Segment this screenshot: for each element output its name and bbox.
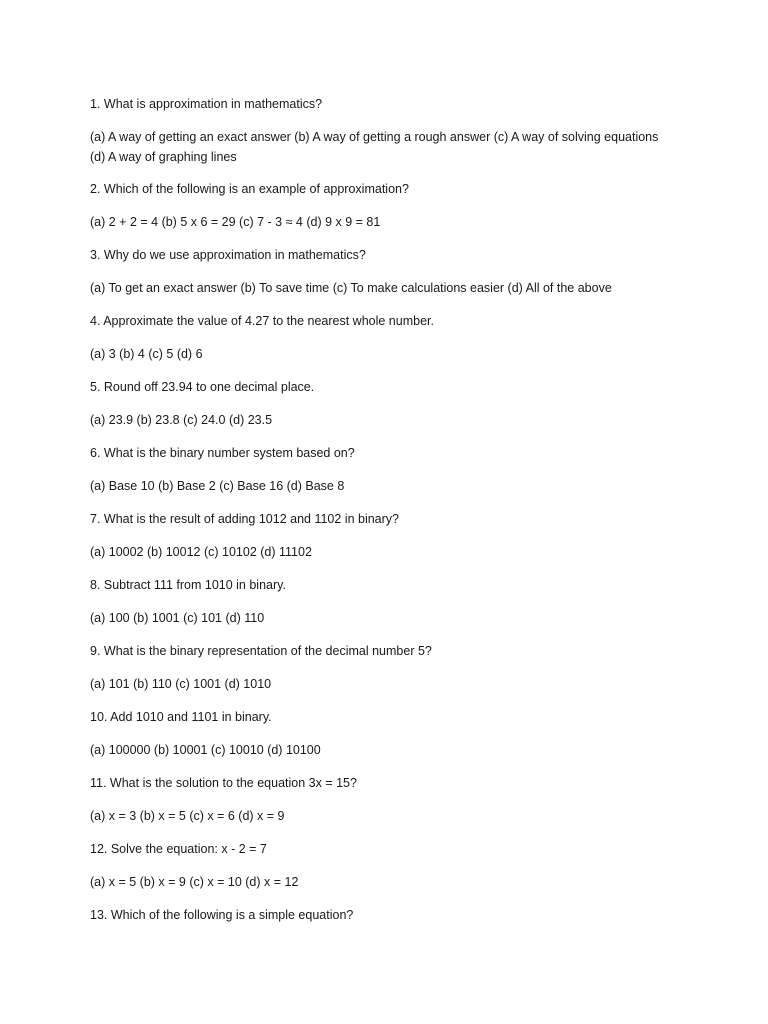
question-5: 5. Round off 23.94 to one decimal place.: [90, 380, 315, 394]
question-9: 9. What is the binary representation of the decimal number 5?: [90, 644, 432, 658]
question-item: [90, 377, 690, 430]
options-1-line-1: (a) A way of getting an exact answer (b) A way of getting a rough answer (c) A way of solving equations: [90, 130, 659, 144]
options-5: (a) 23.9 (b) 23.8 (c) 24.0 (d) 23.5: [90, 413, 273, 427]
options-1: [90, 127, 690, 167]
options-3: (a) To get an exact answer (b) To save time (c) To make calculations easier (d) All of the above: [90, 281, 612, 295]
options-2: (a) 2 + 2 = 4 (b) 5 x 6 = 29 (c) 7 - 3 ≈ 4 (d) 9 x 9 = 81: [90, 215, 381, 229]
question-item: [90, 94, 690, 167]
question-11: 11. What is the solution to the equation 3x = 15?: [90, 776, 357, 790]
question-item: [90, 443, 690, 496]
question-4: 4. Approximate the value of 4.27 to the nearest whole number.: [90, 314, 434, 328]
question-2: 2. Which of the following is an example of approximation?: [90, 182, 409, 196]
question-item: [90, 311, 690, 364]
question-6: 6. What is the binary number system based on?: [90, 446, 355, 460]
options-8: (a) 100 (b) 1001 (c) 101 (d) 110: [90, 611, 265, 625]
question-item: [90, 641, 690, 694]
question-item: [90, 509, 690, 562]
options-7: (a) 10002 (b) 10012 (c) 10102 (d) 11102: [90, 545, 312, 559]
options-9: (a) 101 (b) 110 (c) 1001 (d) 1010: [90, 677, 272, 691]
options-1-line-2: (d) A way of graphing lines: [90, 150, 237, 164]
question-10: 10. Add 1010 and 1101 in binary.: [90, 710, 272, 724]
question-item: [90, 245, 690, 298]
question-1: 1. What is approximation in mathematics?: [90, 97, 323, 111]
question-item: [90, 575, 690, 628]
options-12: (a) x = 5 (b) x = 9 (c) x = 10 (d) x = 12: [90, 875, 299, 889]
question-7: 7. What is the result of adding 1012 and 1102 in binary?: [90, 512, 400, 526]
question-item: [90, 707, 690, 760]
question-12: 12. Solve the equation: x - 2 = 7: [90, 842, 267, 856]
options-10: (a) 100000 (b) 10001 (c) 10010 (d) 10100: [90, 743, 321, 757]
question-item: [90, 773, 690, 826]
question-item: [90, 905, 690, 925]
options-4: (a) 3 (b) 4 (c) 5 (d) 6: [90, 347, 203, 361]
options-6: (a) Base 10 (b) Base 2 (c) Base 16 (d) Base 8: [90, 479, 345, 493]
options-11: (a) x = 3 (b) x = 5 (c) x = 6 (d) x = 9: [90, 809, 285, 823]
question-item: [90, 179, 690, 232]
question-item: [90, 839, 690, 892]
quiz-content: [90, 94, 690, 938]
question-8: 8. Subtract 111 from 1010 in binary.: [90, 578, 286, 592]
question-3: 3. Why do we use approximation in mathematics?: [90, 248, 366, 262]
question-13: 13. Which of the following is a simple equation?: [90, 908, 354, 922]
